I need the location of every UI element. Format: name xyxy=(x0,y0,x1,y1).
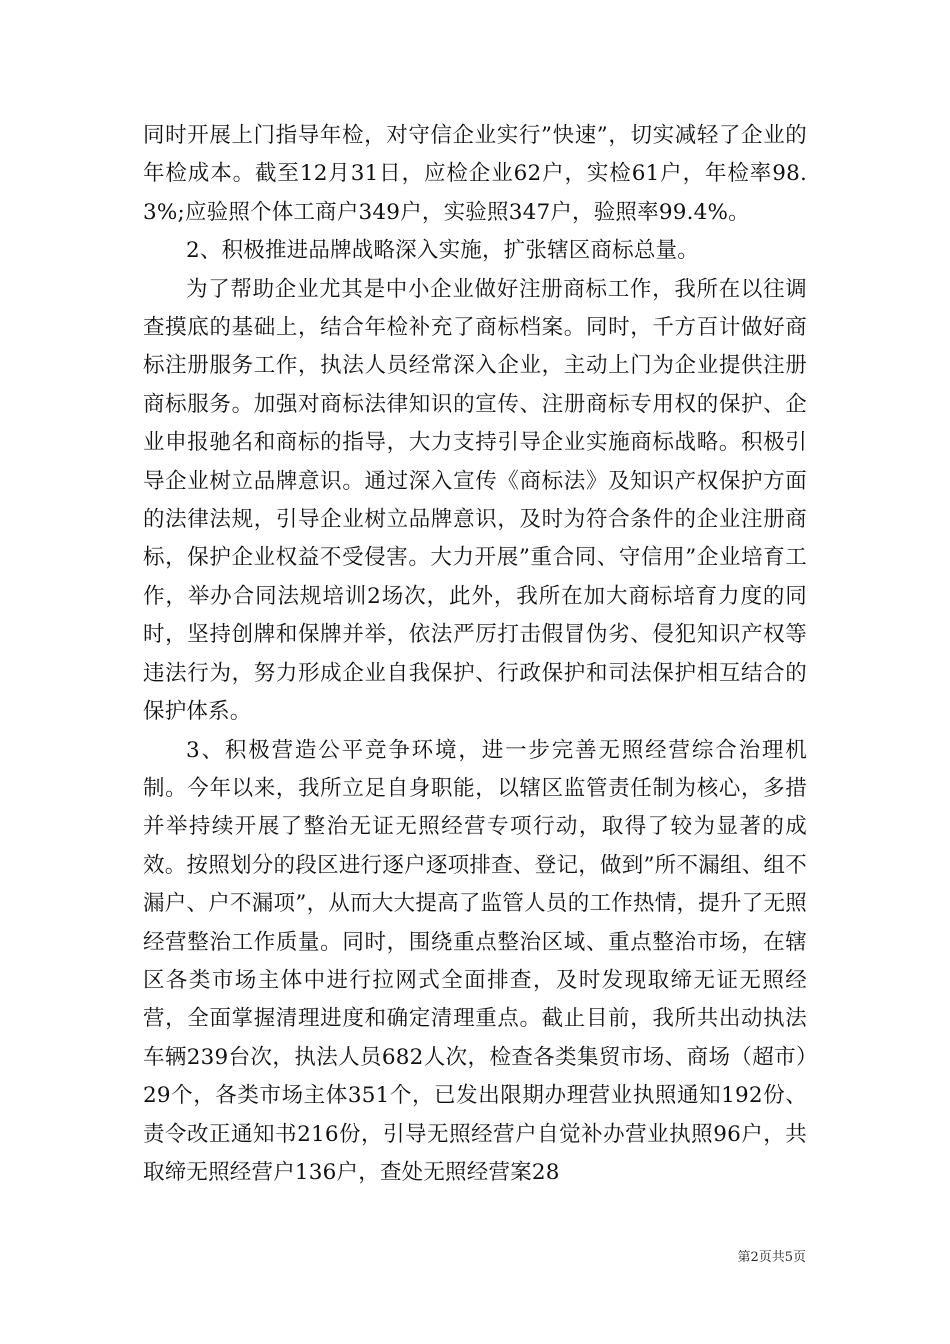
paragraph-trademark-work: 为了帮助企业尤其是中小企业做好注册商标工作，我所在以往调查摸底的基础上，结合年检补充了商标档案。同时，千方百计做好商标注册服务工作，执法人员经常深入企业，主动上门为企业提供注册商标服务。加强对商标法律知识的宣传、注册商标专用权的保护、企业申报驰名和商标的指导，大力支持引导企业实施商标战略。积极引导企业树立品牌意识。通过深入宣传《商标法》及知识产权保护方面的法律法规，引导企业树立品牌意识，及时为符合条件的企业注册商标，保护企业权益不受侵害。大力开展”重合同、守信用”企业培育工作，举办合同法规培训2场次，此外，我所在加大商标培育力度的同时，坚持创牌和保牌并举，依法严厉打击假冒伪劣、侵犯知识产权等违法行为，努力形成企业自我保护、行政保护和司法保护相互结合的保护体系。 xyxy=(143,276,807,725)
paragraph-fair-competition: 3、积极营造公平竞争环境，进一步完善无照经营综合治理机制。今年以来，我所立足自身职能，以辖区监管责任制为核心，多措并举持续开展了整治无证无照经营专项行动，取得了较为显著的成效。按照划分的段区进行逐户逐项排查、登记，做到”所不漏组、组不漏户、户不漏项”，从而大大提高了监管人员的工作热情，提升了无照经营整治工作质量。同时，围绕重点整治区域、重点整治市场，在辖区各类市场主体中进行拉网式全面排查，及时发现取缔无证无照经营，全面掌握清理进度和确定清理重点。截止目前，我所共出动执法车辆239台次，执法人员682人次，检查各类集贸市场、商场（超市）29个，各类市场主体351个，已发出限期办理营业执照通知192份、责令改正通知书216份，引导无照经营户自觉补办营业执照96户，共取缔无照经营户136户，查处无照经营案28 xyxy=(143,737,807,1185)
page-number-footer: 第2页共5页 xyxy=(737,1250,806,1265)
document-body xyxy=(143,117,807,1192)
paragraph-continuation: 同时开展上门指导年检，对守信企业实行”快速”，切实减轻了企业的年检成本。截至12月31日，应检企业62户，实检61户，年检率98.3%;应验照个体工商户349户，实验照347户，验照率99.4%。 xyxy=(143,123,807,225)
section-heading-brand-strategy: 2、积极推进品牌战略深入实施，扩张辖区商标总量。 xyxy=(186,238,699,264)
